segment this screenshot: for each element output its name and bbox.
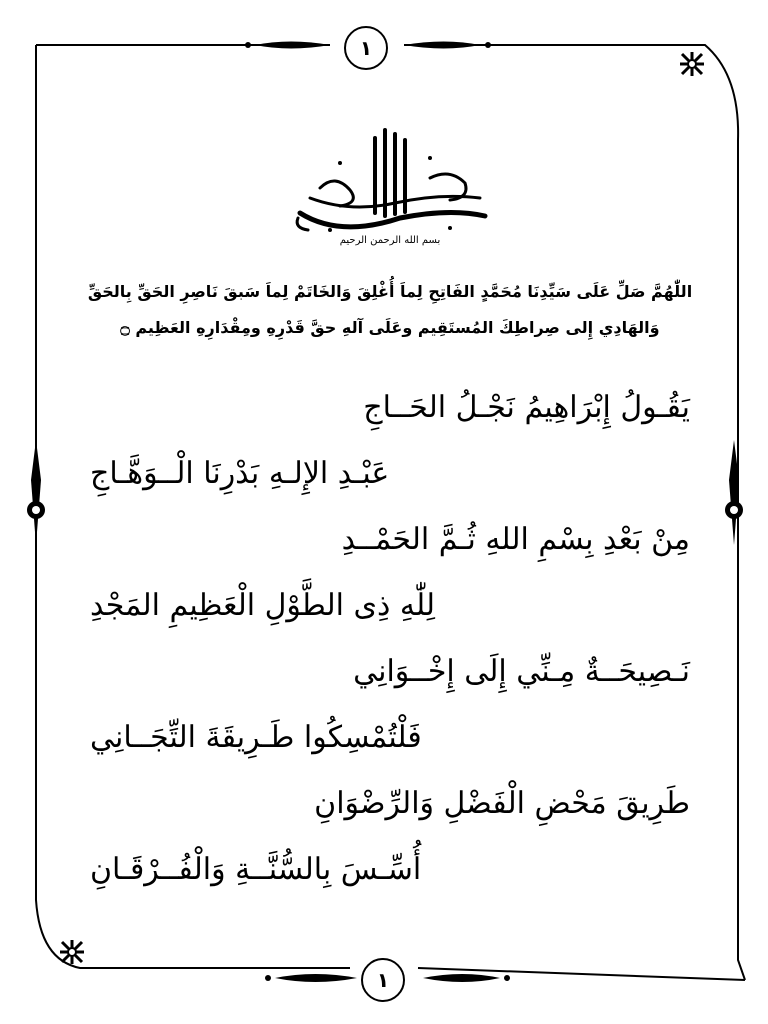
basmala-calligraphy xyxy=(280,118,500,248)
prayer-line-2: وَالهَادِي إِلى صِراطِكَ المُستَقِيم وعَلَى آلهِ حقَّ قَدْرِهِ ومِقْدَارِهِ العَظِيم ۝ xyxy=(120,318,660,337)
verse-line: أُسِّـسَ بِالسُّنَّــةِ وَالْفُــرْقَـانِ xyxy=(90,852,422,887)
verse-list xyxy=(90,390,690,918)
corner-knot-top-right xyxy=(680,52,704,76)
verse-line: فَلْتُمْسِكُوا طَـرِيقَةَ التِّجَــانِي xyxy=(90,720,422,755)
corner-knot-bottom-left xyxy=(60,940,84,964)
right-side-ornament xyxy=(725,440,743,545)
verse-line: لِلّٰهِ ذِى الطَّوْلِ الْعَظِيمِ المَجْدِ xyxy=(90,588,436,623)
verse-line: مِنْ بَعْدِ بِسْمِ اللهِ ثُـمَّ الحَمْــدِ xyxy=(341,522,690,557)
verse-line: يَقُـولُ إِبْرَاهِيمُ نَجْـلُ الحَــاجِ xyxy=(363,390,690,425)
page-number-top: ١ xyxy=(344,26,388,70)
prayer-line-1: اللّٰهُمَّ صَلِّ عَلَى سَيِّدِنَا مُحَمَّدٍ الفَاتِحِ لِماَ أُغْلِقَ وَالخَاتَمْ لِماَ سَبقَ نَاصِرِ الحَقِّ بِالحَقِّ xyxy=(87,282,693,301)
verse-line: عَبْـدِ الإِلـهِ بَدْرِنَا الْــوَهَّـاجِ xyxy=(90,456,390,491)
left-side-ornament xyxy=(27,440,45,545)
basmala-text: بسم الله الرحمن الرحيم xyxy=(339,235,441,246)
page-number-bottom: ١ xyxy=(361,958,405,1002)
verse-line: نَـصِيحَــةٌ مِـنِّي إِلَى إِخْــوَانِي xyxy=(353,654,690,689)
verse-line: طَرِيقَ مَحْضِ الْفَضْلِ وَالرِّضْوَانِ xyxy=(314,786,690,821)
